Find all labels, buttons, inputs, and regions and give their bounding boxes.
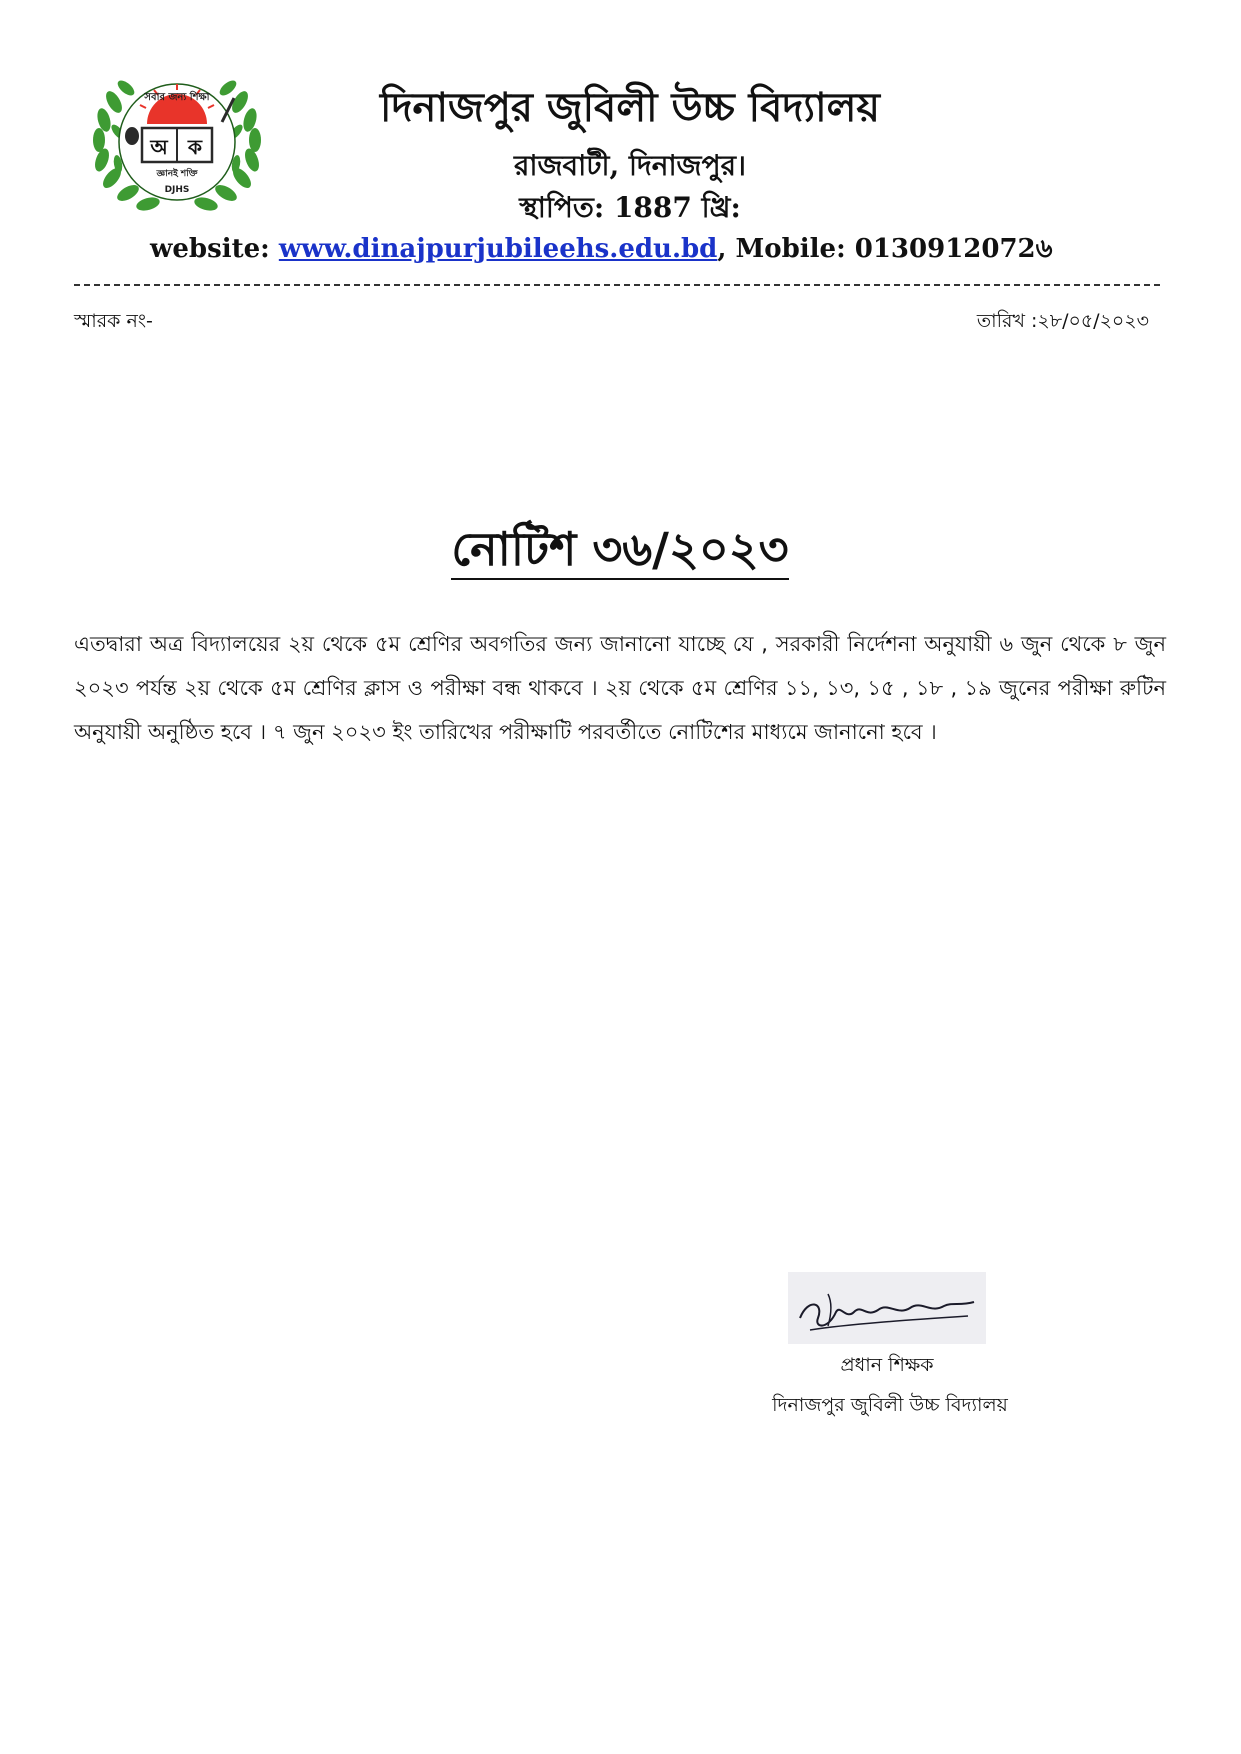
notice-title — [300, 518, 940, 580]
school-name: দিনাজপুর জুবিলী উচ্চ বিদ্যালয় — [380, 84, 880, 131]
logo-letter-2: ক — [188, 135, 202, 159]
signatory-title: প্রধান শিক্ষক — [840, 1354, 934, 1376]
school-emblem-icon — [84, 62, 270, 222]
memo-date: তারিখ :২৮/০৫/২০২৩ — [976, 310, 1149, 332]
signature-icon — [788, 1272, 986, 1344]
header-divider — [74, 284, 1160, 286]
signatory-school: দিনাজপুর জুবিলী উচ্চ বিদ্যালয় — [772, 1394, 1008, 1416]
logo-motto-top: সবার জন্য শিক্ষা — [144, 92, 210, 103]
website-link[interactable]: www.dinajpurjubileehs.edu.bd — [278, 234, 718, 264]
logo-motto-bottom: জ্ঞানই শক্তি — [156, 169, 198, 179]
school-address: রাজবাটী, দিনাজপুর। — [513, 149, 747, 182]
mobile-label: , Mobile: — [717, 234, 855, 264]
mobile-number: 0130912072৬ — [854, 234, 1053, 264]
school-logo — [84, 62, 270, 222]
logo-abbr: DJHS — [164, 185, 190, 195]
notice-body: এতদ্বারা অত্র বিদ্যালয়ের ২য় থেকে ৫ম শ্রেণির অবগতির জন্য জানানো যাচ্ছে যে , সরকারী নির্দেশনা অনুযায়ী ৬ জুন থেকে ৮ জুন ২০২৩ পর্যন্ত ২য় থেকে ৫ম শ্রেণির ক্লাস ও পরীক্ষা বন্ধ থাকবে । ২য় থেকে ৫ম শ্রেণির ১১, ১৩, ১৫ , ১৮ , ১৯ জুনের পরীক্ষা রুটিন অনুযায়ী অনুষ্ঠিত হবে । ৭ জুন ২০২৩ ইং তারিখের পরীক্ষাটি পরবর্তীতে নোটিশের মাধ্যমে জানানো হবে । — [74, 632, 1166, 744]
logo-letter-1: অ — [150, 135, 168, 159]
notice-title-text: নোটিশ ৩৬/২০২৩ — [451, 522, 788, 580]
school-established: স্থাপিত: 1887 খ্রি: — [519, 191, 741, 224]
headmaster-signature — [788, 1272, 986, 1344]
website-label: website: — [150, 234, 279, 264]
memo-number: স্মারক নং- — [74, 310, 153, 332]
school-contact — [150, 232, 1090, 266]
